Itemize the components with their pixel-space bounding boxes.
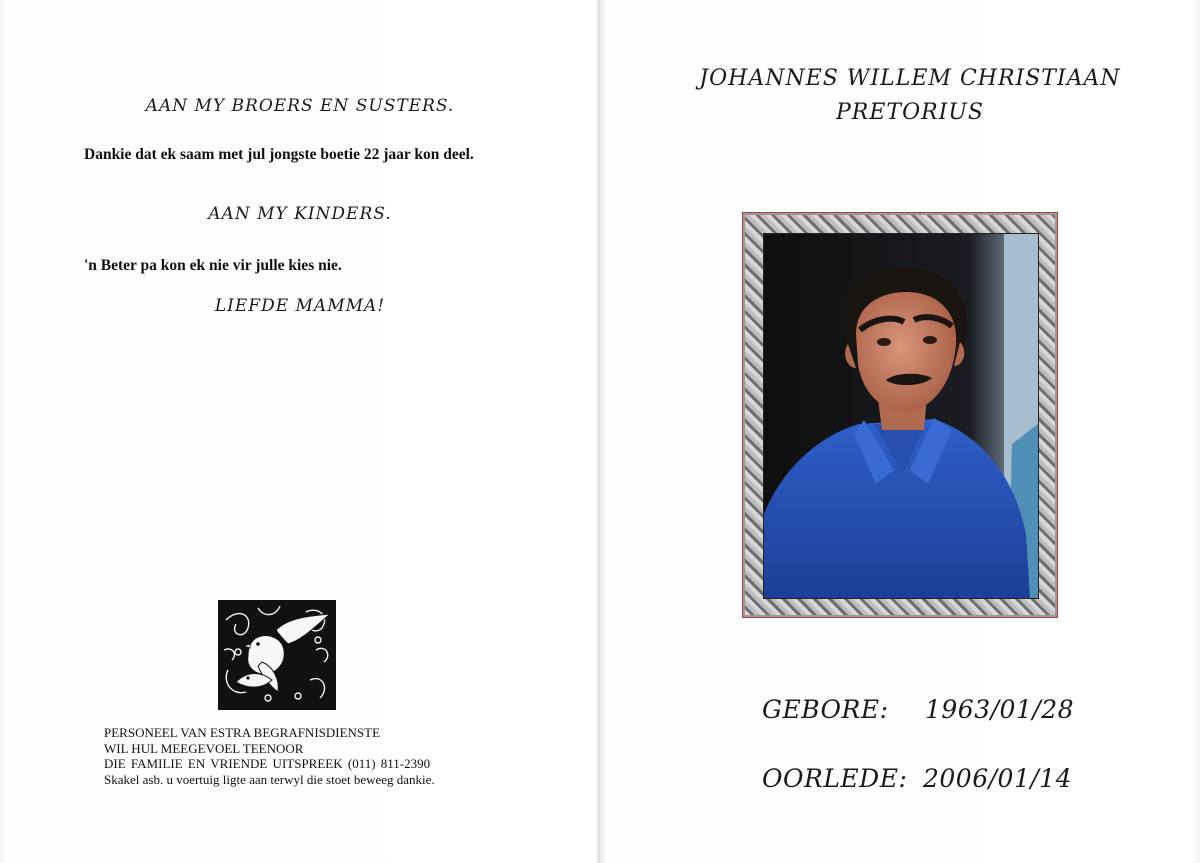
portrait-frame xyxy=(742,212,1058,618)
message-broers-susters: Dankie dat ek saam met jul jongste boetie 22 jaar kon deel. xyxy=(84,146,474,163)
footer-line-2: WIL HUL MEEGEVOEL TEENOOR xyxy=(104,740,304,756)
deceased-name-line-2: PRETORIUS xyxy=(835,100,984,125)
heading-kinders: AAN MY KINDERS. xyxy=(208,204,392,224)
portrait-photo xyxy=(763,233,1039,599)
funeral-home-footer xyxy=(104,725,504,787)
deceased-name-line-1: JOHANNES WILLEM CHRISTIAAN xyxy=(699,66,1121,91)
heading-broers-susters: AAN MY BROERS EN SUSTERS. xyxy=(145,96,455,116)
doves-emblem-icon xyxy=(218,600,336,710)
born-label: GEBORE: xyxy=(762,695,889,724)
footer-line-1: PERSONEEL VAN ESTRA BEGRAFNISDIENSTE xyxy=(104,725,381,740)
died-label: OORLEDE: xyxy=(762,764,908,793)
message-kinders: 'n Beter pa kon ek nie vir julle kies nie. xyxy=(84,257,342,274)
footer-line-4: Skakel asb. u voertuig ligte aan terwyl die stoet beweeg dankie. xyxy=(104,771,435,787)
born-date: 1963/01/28 xyxy=(925,695,1075,724)
footer-line-3: DIE FAMILIE EN VRIENDE UITSPREEK (011) 811-2390 xyxy=(104,756,431,771)
died-date: 2006/01/14 xyxy=(923,764,1073,793)
closing-liefde-mamma: LIEFDE MAMMA! xyxy=(214,296,386,316)
card-fold xyxy=(598,0,600,863)
